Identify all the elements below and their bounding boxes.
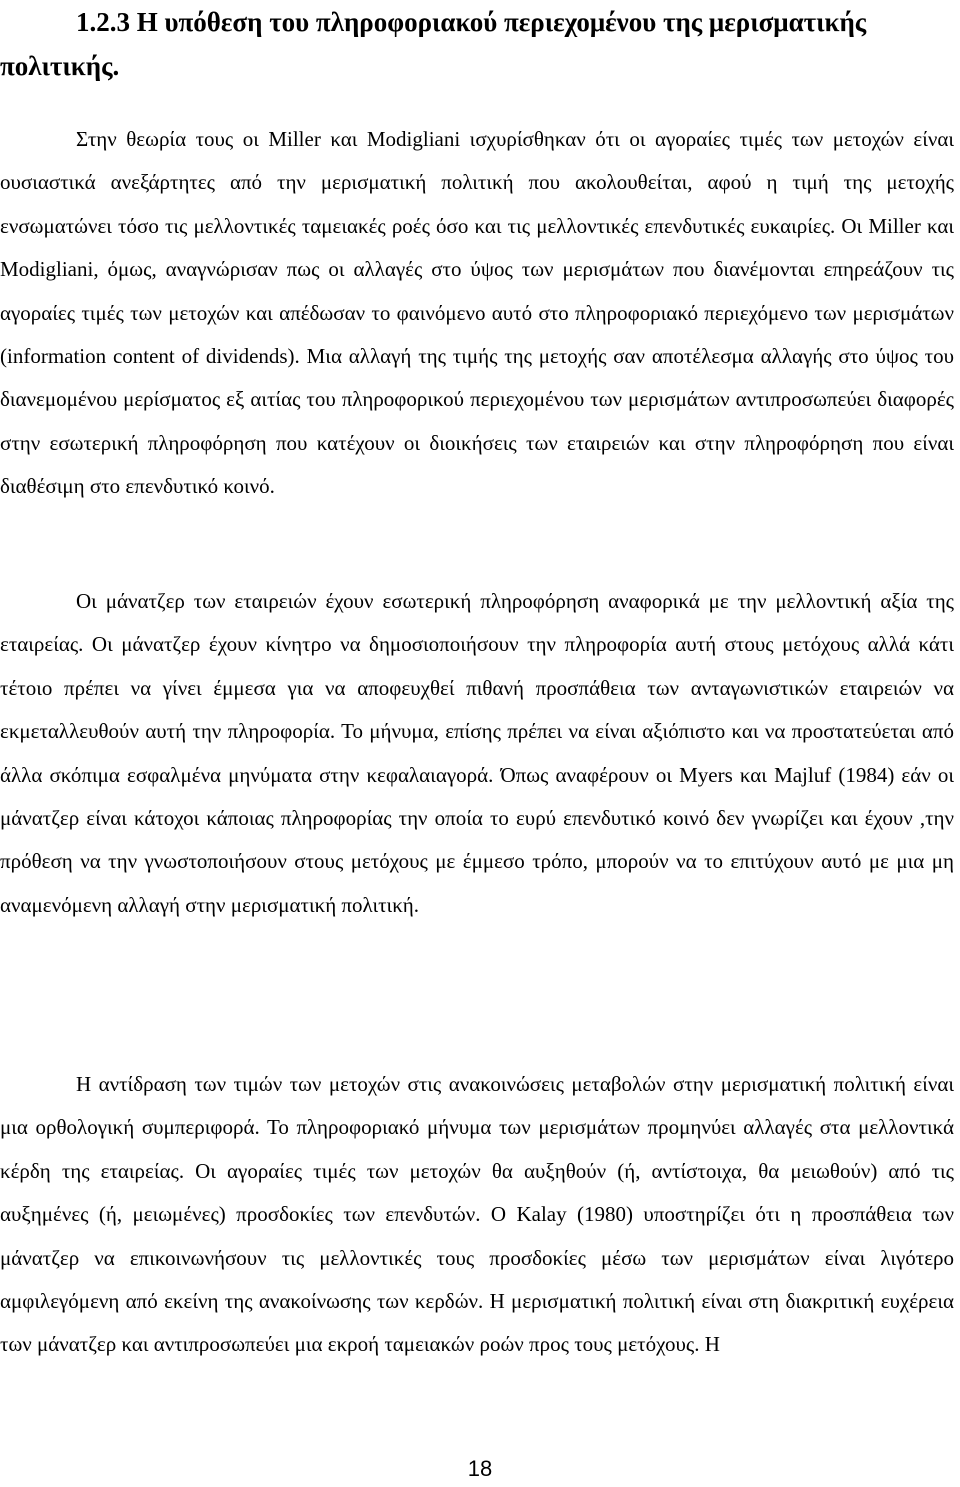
- body-paragraph-3: Η αντίδραση των τιμών των μετοχών στις ανακοινώσεις μεταβολών στην μερισματική πολιτική είναι μια ορθολογική συμπεριφορά. Το πληροφοριακό μήνυμα των μερισμάτων προμηνύει αλλαγές στα μελλοντικά κέρδη της εταιρείας. Οι αγοραίες τιμές των μετοχών θα αυξηθούν (ή, αντίστοιχα, θα μειωθούν) από τις αυξημένες (ή, μειωμένες) προσδοκίες των επενδυτών. Ο Kalay (1980) υποστηρίζει ότι η προσπάθεια των μάνατζερ να επικοινωνήσουν τις μελλοντικές τους προσδοκίες μέσω των μερισμάτων είναι λιγότερο αμφιλεγόμενη από εκείνη της ανακοίνωσης των κερδών. Η μερισματική πολιτική είναι στη διακριτική ευχέρεια των μάνατζερ και αντιπροσωπεύει μια εκροή ταμειακών ροών προς τους μετόχους. Η: [0, 1072, 954, 1357]
- section-heading-line-2: πολιτικής.: [0, 51, 120, 81]
- page-number: 18: [467, 1456, 493, 1481]
- section-heading-line-1: 1.2.3 Η υπόθεση του πληροφοριακού περιεχομένου της μερισματικής: [76, 7, 867, 37]
- body-paragraph-2: Οι μάνατζερ των εταιρειών έχουν εσωτερική πληροφόρηση αναφορικά με την μελλοντική αξία της εταιρείας. Οι μάνατζερ έχουν κίνητρο να δημοσιοποιήσουν την πληροφορία αυτή στους μετόχους αλλά κάτι τέτοιο πρέπει να γίνει έμμεσα για να αποφευχθεί πιθανή προσπάθεια των ανταγωνιστικών εταιρειών να εκμεταλλευθούν αυτή την πληροφορία. Το μήνυμα, επίσης πρέπει να είναι αξιόπιστο και να προστατεύεται από άλλα σκόπιμα εσφαλμένα μηνύματα στην κεφαλαιαγορά. Όπως αναφέρουν οι Myers και Majluf (1984) εάν οι μάνατζερ είναι κάτοχοι κάποιας πληροφορίας την οποία το ευρύ επενδυτικό κοινό δεν γνωρίζει και έχουν ,την πρόθεση να την γνωστοποιήσουν στους μετόχους με έμμεσο τρόπο, μπορούν να το επιτύχουν αυτό με μια μη αναμενόμενη αλλαγή στην μερισματική πολιτική.: [0, 589, 954, 917]
- body-paragraph-1: Στην θεωρία τους οι Miller και Modigliani ισχυρίσθηκαν ότι οι αγοραίες τιμές των μετοχών είναι ουσιαστικά ανεξάρτητες από την μερισματική πολιτική που ακολουθείται, αφού η τιμή της μετοχής ενσωματώνει τόσο τις μελλοντικές ταμειακές ροές όσο και τις μελλοντικές επενδυτικές ευκαιρίες. Οι Miller και Modigliani, όμως, αναγνώρισαν πως οι αλλαγές στο ύψος των μερισμάτων που διανέμονται επηρεάζουν τις αγοραίες τιμές των μετοχών και απέδωσαν το φαινόμενο αυτό στο πληροφοριακό περιεχόμενο των μερισμάτων (information content of dividends). Μια αλλαγή της τιμής της μετοχής σαν αποτέλεσμα αλλαγής στο ύψος του διανεμομένου μερίσματος εξ αιτίας του πληροφορικού περιεχομένου των μερισμάτων αντιπροσωπεύει διαφορές στην εσωτερική πληροφόρηση που κατέχουν οι διοικήσεις των εταιρειών και στην πληροφόρηση που είναι διαθέσιμη στο επενδυτικό κοινό.: [0, 127, 954, 499]
